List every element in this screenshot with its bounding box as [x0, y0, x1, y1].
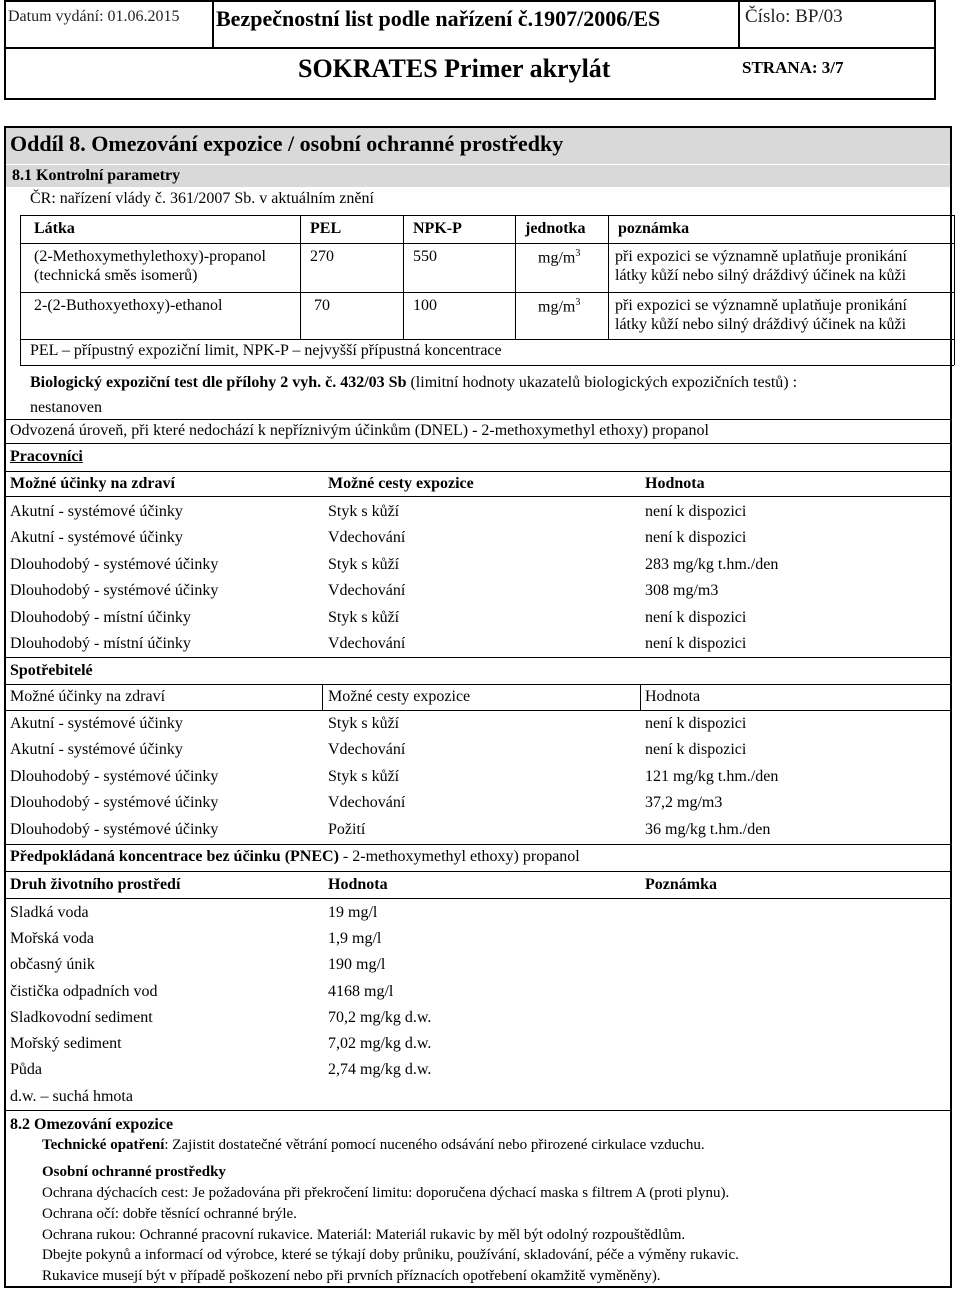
table-rule	[6, 710, 950, 711]
table-rule	[20, 243, 954, 244]
table-cell: Styk s kůží	[328, 608, 400, 626]
consumers-header-effects: Možné účinky na zdraví	[10, 688, 166, 705]
table-cell: Styk s kůží	[328, 715, 400, 732]
table-rule	[20, 292, 954, 293]
table-cell: Dlouhodobý - místní účinky	[10, 635, 191, 652]
table-cell: 37,2 mg/m3	[645, 794, 723, 812]
table-cell: 7,02 mg/kg d.w.	[328, 1035, 432, 1052]
table-rule	[6, 684, 950, 685]
workers-header-effects: Možné účinky na zdraví	[10, 475, 175, 492]
table-cell: Sladkovodní sediment	[10, 1008, 153, 1026]
section-rule	[6, 657, 950, 658]
table-cell: Vdechování	[328, 635, 406, 652]
header-divider	[6, 47, 934, 49]
table-cell: 2,74 mg/kg d.w.	[328, 1061, 432, 1079]
pnec-title: Předpokládaná koncentrace bez účinku (PNEC) - 2-methoxymethyl ethoxy) propanol	[10, 848, 580, 865]
consumers-header-routes: Možné cesty expozice	[328, 688, 471, 705]
document-number: Číslo: BP/03	[745, 6, 843, 27]
unit-value: $mg/m^3$	[538, 248, 581, 267]
table-cell: 121 mg/kg t.hm./den	[645, 767, 779, 785]
table-rule	[6, 898, 950, 899]
table-cell: není k dispozici	[645, 715, 747, 732]
subsection-8-2-title: 8.2 Omezování expozice	[10, 1116, 174, 1133]
table-cell: Styk s kůží	[328, 767, 400, 785]
table-rule	[640, 684, 641, 710]
npk-value: 550	[413, 248, 437, 265]
workers-title: Pracovníci	[10, 448, 83, 465]
table-cell: Styk s kůží	[328, 555, 400, 573]
table-rule	[6, 496, 950, 497]
table-cell: Dlouhodobý - systémové účinky	[10, 767, 219, 785]
table-cell: 190 mg/l	[328, 956, 386, 974]
table-cell: Dlouhodobý - systémové účinky	[10, 820, 219, 838]
regulation-title: Bezpečnostní list podle nařízení č.1907/2006/ES	[216, 6, 661, 31]
col-header-npk: NPK-P	[413, 220, 462, 237]
table-cell: není k dispozici	[645, 741, 747, 759]
section-rule	[6, 1110, 950, 1111]
pnec-footnote: d.w. – suchá hmota	[10, 1088, 133, 1105]
note-line: při expozici se významně uplatňuje pronikání	[615, 248, 907, 265]
table-cell: Požití	[328, 820, 366, 838]
table-cell: není k dispozici	[645, 529, 747, 547]
col-header-unit: jednotka	[525, 220, 586, 237]
substance-name: (2-Methoxymethylethoxy)-propanol	[34, 248, 266, 265]
workers-header-routes: Možné cesty expozice	[328, 475, 474, 492]
table-cell: Vdechování	[328, 529, 406, 547]
ppe-title: Osobní ochranné prostředky	[42, 1164, 226, 1180]
workers-header-value: Hodnota	[645, 475, 705, 492]
table-cell: 283 mg/kg t.hm./den	[645, 555, 779, 573]
section-title: Oddíl 8. Omezování expozice / osobní ochranné prostředky	[10, 131, 564, 156]
note-line: látky kůží nebo silný dráždivý účinek na kůži	[615, 267, 907, 284]
section-rule	[6, 844, 950, 845]
table-rule	[20, 365, 954, 366]
limits-footnote: PEL – přípustný expoziční limit, NPK-P – nejvyšší přípustná koncentrace	[30, 342, 502, 359]
product-name: SOKRATES Primer akrylát	[298, 54, 611, 83]
table-cell: Akutní - systémové účinky	[10, 503, 183, 520]
table-cell: není k dispozici	[645, 503, 747, 520]
pel-value: 270	[310, 248, 334, 265]
subsection-8-1-title: 8.1 Kontrolní parametry	[12, 167, 181, 184]
pnec-header-env: Druh životního prostředí	[10, 876, 181, 893]
table-cell: 36 mg/kg t.hm./den	[645, 820, 771, 838]
table-cell: Dlouhodobý - systémové účinky	[10, 794, 219, 812]
section-rule	[6, 419, 950, 420]
consumers-header-value: Hodnota	[645, 688, 701, 705]
page-number: STRANA: 3/7	[742, 58, 844, 77]
table-cell: Dlouhodobý - systémové účinky	[10, 582, 219, 600]
table-cell: Styk s kůží	[328, 503, 400, 520]
ppe-line: Rukavice musejí být v případě poškození nebo při prvních příznacích opotřebení okamžitě vyměněny).	[42, 1268, 661, 1285]
pnec-header-note: Poznámka	[645, 876, 717, 893]
table-cell: není k dispozici	[645, 608, 747, 626]
pel-value: 70	[314, 297, 330, 314]
table-rule	[608, 215, 609, 339]
dnel-title: Odvozená úroveň, při které nedochází k nepříznivým účinkům (DNEL) - 2-methoxymethyl ethoxy) propanol	[10, 422, 709, 439]
table-cell: 1,9 mg/l	[328, 930, 382, 948]
table-cell: Mořská voda	[10, 930, 94, 948]
note-line: látky kůží nebo silný dráždivý účinek na kůži	[615, 316, 907, 333]
ppe-line: Dbejte pokynů a informací od výrobce, které se týkají doby průniku, používání, skladování, péče a výměny rukavic.	[42, 1247, 739, 1264]
table-rule	[322, 684, 323, 710]
unit-value: $mg/m^3$	[538, 297, 581, 316]
bio-test-line: Biologický expoziční test dle přílohy 2 vyh. č. 432/03 Sb (limitní hodnoty ukazatelů biologických expozičních testů) :	[30, 374, 798, 391]
table-cell: Dlouhodobý - místní účinky	[10, 608, 191, 626]
col-header-latka: Látka	[34, 220, 75, 237]
table-rule	[300, 215, 301, 339]
table-cell: Půda	[10, 1061, 42, 1079]
ppe-line: Ochrana očí: dobře těsnící ochranné brýle.	[42, 1205, 297, 1222]
table-cell: 4168 mg/l	[328, 982, 394, 1000]
table-rule	[20, 215, 954, 216]
table-rule	[515, 215, 516, 339]
table-cell: Vdechování	[328, 794, 406, 812]
substance-name-sub: (technická směs isomerů)	[34, 267, 198, 284]
table-cell: Akutní - systémové účinky	[10, 529, 183, 547]
table-cell: Akutní - systémové účinky	[10, 715, 183, 732]
header-divider	[212, 2, 214, 47]
table-cell: není k dispozici	[645, 635, 747, 652]
table-cell: 19 mg/l	[328, 904, 378, 921]
table-cell: 308 mg/m3	[645, 582, 719, 600]
table-cell: 70,2 mg/kg d.w.	[328, 1008, 432, 1026]
regulation-line: ČR: nařízení vlády č. 361/2007 Sb. v aktuálním znění	[30, 190, 374, 207]
table-cell: Akutní - systémové účinky	[10, 741, 183, 759]
note-line: při expozici se významně uplatňuje pronikání	[615, 297, 907, 314]
pnec-header-value: Hodnota	[328, 876, 388, 893]
table-rule	[6, 871, 950, 872]
table-cell: Mořský sediment	[10, 1035, 122, 1052]
section-rule	[6, 443, 950, 444]
table-rule	[20, 215, 21, 365]
table-rule	[954, 215, 955, 365]
technical-measures: Technické opatření: Zajistit dostatečné větrání pomocí nuceného odsávání nebo přirozené cirkulace vzduchu.	[42, 1137, 705, 1153]
table-rule	[403, 215, 404, 339]
table-cell: Vdechování	[328, 582, 406, 600]
table-cell: Dlouhodobý - systémové účinky	[10, 555, 219, 573]
bio-test-value: nestanoven	[30, 399, 102, 416]
issue-date: Datum vydání: 01.06.2015	[8, 8, 180, 25]
col-header-note: poznámka	[618, 220, 690, 237]
ppe-line: Ochrana dýchacích cest: Je požadována při překročení limitu: doporučena dýchací maska s filtrem A (proti plynu).	[42, 1185, 730, 1201]
table-rule	[6, 471, 950, 472]
npk-value: 100	[413, 297, 437, 314]
substance-name: 2-(2-Buthoxyethoxy)-ethanol	[34, 297, 223, 314]
col-header-pel: PEL	[310, 220, 342, 237]
header-divider	[738, 2, 740, 47]
table-cell: Vdechování	[328, 741, 406, 759]
ppe-line: Ochrana rukou: Ochranné pracovní rukavice. Materiál: Materiál rukavic by měl být odolný rozpouštědlům.	[42, 1226, 686, 1243]
consumers-title: Spotřebitelé	[10, 662, 93, 679]
table-cell: občasný únik	[10, 956, 95, 974]
table-cell: Sladká voda	[10, 904, 89, 921]
table-cell: čistička odpadních vod	[10, 982, 158, 1000]
table-rule	[20, 339, 954, 340]
